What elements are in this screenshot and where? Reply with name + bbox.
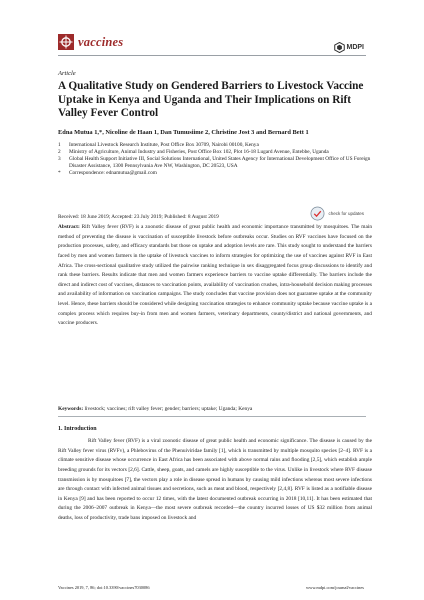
author-list: Edna Mutua 1,*, Nicoline de Haan 1, Dan Tumusiime 2, Christine Jost 3 and Bernard Bett 1 — [58, 129, 309, 136]
journal-logo — [58, 34, 123, 50]
abstract-text: Rift Valley fever (RVF) is a zoonotic disease of great public health and economic importance transmitted by mosquitoes. The main method of preventing the disease is vaccination of susceptible livestock before outbreaks occur. Studies on RVF vaccines have focused on the production processes, safety, and efficacy standards but those on uptake and adoption levels are rare. This study sought to understand the barriers faced by men and women farmers in the uptake of livestock vaccines to inform strategies for optimizing the use of vaccines against RVF in East Africa. The cross-sectional qualitative study utilized the pairwise ranking technique in sex disaggregated focus group discussions to identify and rank these barriers. Results indicate that men and women farmers experience barriers to vaccine uptake differentially. The barriers include the direct and indirect cost of vaccines, distances to vaccination points, availability of vaccination crushes, intra-household decision making processes and availability of information on vaccination campaigns. The study concludes that vaccine provision does not guarantee uptake at the community level. Hence, these barriers should be considered while designing vaccination strategies to enhance community uptake because vaccine uptake is a complex process which requires buy-in from men and women farmers, veterinary departments, county/district and national governments, and vaccine producers. — [58, 224, 372, 327]
footer-url[interactable]: www.mdpi.com/journal/vaccines — [306, 585, 364, 590]
affiliation-list — [58, 142, 378, 177]
check-updates-label: check for updates — [328, 211, 364, 216]
journal-name: vaccines — [78, 34, 124, 49]
correspondence: * Correspondence: ednamutua@gmail.com — [58, 170, 157, 176]
section-heading: 1. Introduction — [58, 426, 97, 432]
article-type: Article — [58, 70, 76, 77]
abstract — [58, 223, 372, 329]
affiliation-item: 2 Ministry of Agriculture, Animal Industry and Fisheries, Post Office Box 102, Plot 16-18 Lugard Avenue, Entebbe, Uganda — [58, 149, 329, 155]
affiliation-item: 3 Global Health Support Initiative III, Social Solutions International, United States Agency for International Development Office of US Foreign Disaster Assistance, 1300 Pennsylvania Ave NW, Washington, DC 20523, USA — [58, 156, 371, 169]
article-title: A Qualitative Study on Gendered Barriers to Livestock Vaccine Uptake in Kenya and Uganda and Their Implications on Rift Valley Fever Control — [58, 80, 364, 120]
check-updates-badge[interactable] — [310, 206, 364, 221]
keywords — [58, 406, 372, 412]
publisher-name: MDPI — [346, 44, 364, 51]
publication-dates: Received: 18 June 2019; Accepted: 23 July 2019; Published: 8 August 2019 — [58, 214, 219, 220]
keywords-text: livestock; vaccines; rift valley fever; gender; barriers; uptake; Uganda; Kenya — [84, 406, 253, 412]
introduction-text: Rift Valley fever (RVF) is a viral zoonotic disease of great public health and economic significance. The disease is caused by the Rift Valley fever virus (RVFv), a Phlebovirus of the Phenuiviridae family [1], which is transmitted by multiple mosquito species [2–4]. RVF is a climate sensitive disease whose occurrence in East Africa has been associated with above normal rains and flooding [2,5], which establish ample breeding grounds for its vectors [2,6]. Cattle, sheep, goats, and camels are highly susceptible to the virus. Unlike in livestock where RVF disease transmission is by mosquitoes [7], the vectors play a role in disease spread in humans by causing mild infections whereas most severe infections are through contact with infected animal tissues and secretions, such as meat and blood, respectively [2,4,8]. RVF is listed as a notifiable disease in Kenya [9] and has been reported to occur 12 times, with the latest documented outbreak occurring in 2018 [10,11]. It has been estimated that during the 2006–2007 outbreak in Kenya—the most severe outbreak recorded—the country incurred losses of US $32 million from animal deaths, loss of productivity, trade bans imposed on livestock and — [58, 438, 372, 522]
abstract-label: Abstract: — [58, 224, 80, 230]
header-divider — [58, 55, 366, 56]
publisher-logo — [334, 42, 365, 53]
affiliation-item: 1 International Livestock Research Institute, Post Office Box 30709, Nairobi 00100, Kenya — [58, 142, 259, 148]
check-updates-icon — [310, 206, 325, 221]
journal-emblem-icon — [58, 34, 74, 50]
footer-citation: Vaccines 2019, 7, 86; doi:10.3390/vaccines7030086 — [58, 585, 150, 590]
keywords-label: Keywords: — [58, 406, 84, 412]
mdpi-logo-icon — [334, 42, 345, 53]
section-divider — [58, 416, 366, 417]
